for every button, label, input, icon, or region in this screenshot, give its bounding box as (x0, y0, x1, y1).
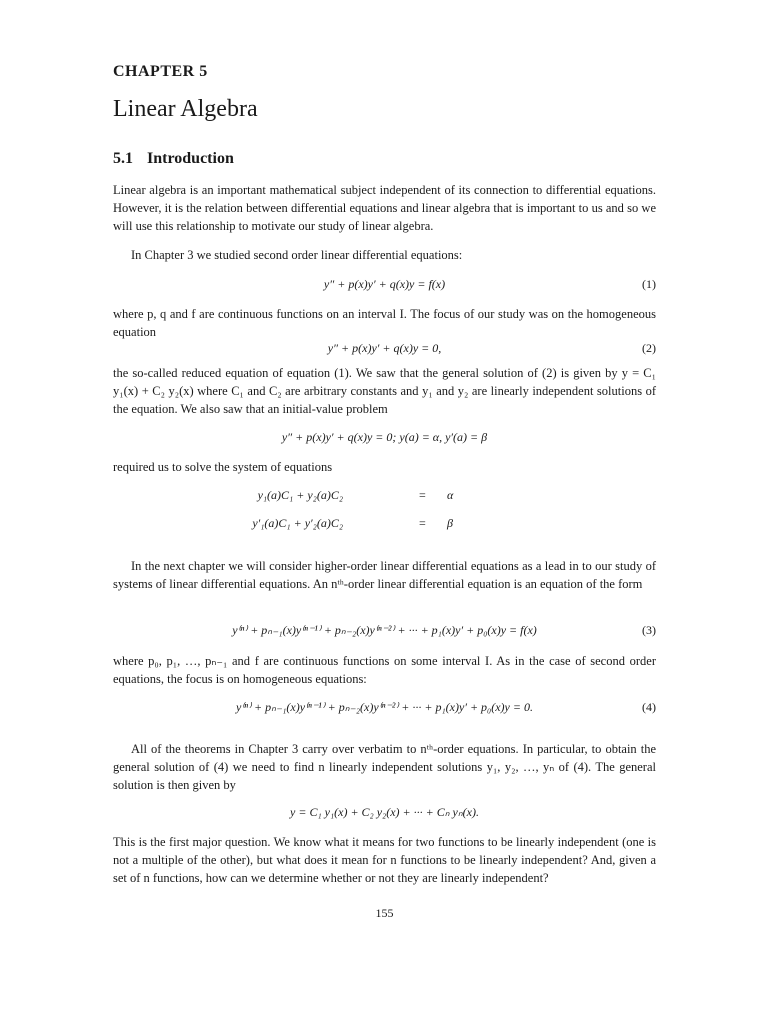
equation-3 (113, 623, 656, 641)
paragraph-higher-order: In the next chapter we will consider higher-order linear differential equations as a lead in to our study of systems of linear differential equations. An nᵗʰ-order linear differential equation is an equation of the form (113, 559, 656, 592)
paragraph-intro: Linear algebra is an important mathematical subject independent of its connection to differential equations. However, it is the relation between differential equations and linear algebra that is important to us and so we will use this relationship to motivate our study of linear algebra. (113, 183, 656, 234)
section-heading (113, 150, 234, 168)
section-title: Introduction (147, 150, 234, 167)
paragraph-question: This is the first major question. We know what it means for two functions to be linearly independent (one is not a multiple of the other), but what does it mean for n functions to be linearly independent? And, given a set of n functions, how can we determine whether or not they are linearly independent? (113, 835, 656, 886)
equation-ivp (113, 430, 656, 448)
paragraph-where: where p, q and f are continuous functions on an interval I. The focus of our study was on the homogeneous equation (113, 307, 656, 340)
equation-2-math: y″ + p(x)y′ + q(x)y = 0, (327, 341, 442, 355)
paragraph-theorems: All of the theorems in Chapter 3 carry over verbatim to nᵗʰ-order equations. In particular, to obtain the general solution of (4) we need to find n linearly independent solutions y₁, y₂, …, yₙ of (4). The general solution is then given by (113, 742, 656, 793)
equation-4 (113, 700, 656, 718)
chapter-label: CHAPTER 5 (113, 63, 208, 80)
paragraph-system: required us to solve the system of equations (113, 460, 333, 474)
system-row-lhs: y′₁(a)C₁ + y′₂(a)C₂ (252, 516, 343, 530)
system-row-equals: = (419, 488, 426, 502)
system-row-lhs: y₁(a)C₁ + y₂(a)C₂ (257, 488, 343, 502)
paragraph-reduced: the so-called reduced equation of equation (1). We saw that the general solution of (2) is given by y = C₁ y₁(x) + C₂ y₂(x) where C₁ and C₂ are arbitrary constants and y₁ and y₂ are linearly independent solutions of the equation. We also saw that an initial-value problem (113, 366, 656, 417)
equation-1-math: y″ + p(x)y′ + q(x)y = f(x) (323, 277, 446, 291)
equation-3-label: (3) (642, 623, 656, 637)
system-row (113, 488, 656, 506)
equation-ivp-math: y″ + p(x)y′ + q(x)y = 0; y(a) = α, y′(a) = β (281, 430, 488, 444)
page-number: 155 (375, 906, 394, 920)
equation-2 (113, 341, 656, 359)
equation-general-solution-math: y = C₁ y₁(x) + C₂ y₂(x) + ··· + Cₙ yₙ(x). (290, 805, 479, 819)
section-number: 5.1 (113, 150, 133, 167)
system-row-rhs: α (447, 488, 454, 502)
chapter-title: Linear Algebra (113, 96, 258, 122)
equation-4-math: y⁽ⁿ⁾ + pₙ₋₁(x)y⁽ⁿ⁻¹⁾ + pₙ₋₂(x)y⁽ⁿ⁻²⁾ + ··· + p₁(x)y′ + p₀(x)y = 0. (236, 700, 533, 714)
equation-3-math: y⁽ⁿ⁾ + pₙ₋₁(x)y⁽ⁿ⁻¹⁾ + pₙ₋₂(x)y⁽ⁿ⁻²⁾ + ··· + p₁(x)y′ + p₀(x)y = f(x) (232, 623, 537, 637)
page (113, 0, 656, 1024)
system-row-rhs: β (447, 516, 453, 530)
equation-4-label: (4) (642, 700, 656, 714)
paragraph-chapter3: In Chapter 3 we studied second order linear differential equations: (131, 248, 463, 262)
equation-1-label: (1) (642, 277, 656, 291)
paragraph-coefficients: where p₀, p₁, …, pₙ₋₁ and f are continuous functions on some interval I. As in the case of second order equations, the focus is on homogeneous equations: (113, 654, 656, 687)
system-row (113, 516, 656, 534)
equation-1 (113, 277, 656, 295)
system-row-equals: = (419, 516, 426, 530)
equation-2-label: (2) (642, 341, 656, 355)
equation-general-solution (113, 805, 656, 823)
